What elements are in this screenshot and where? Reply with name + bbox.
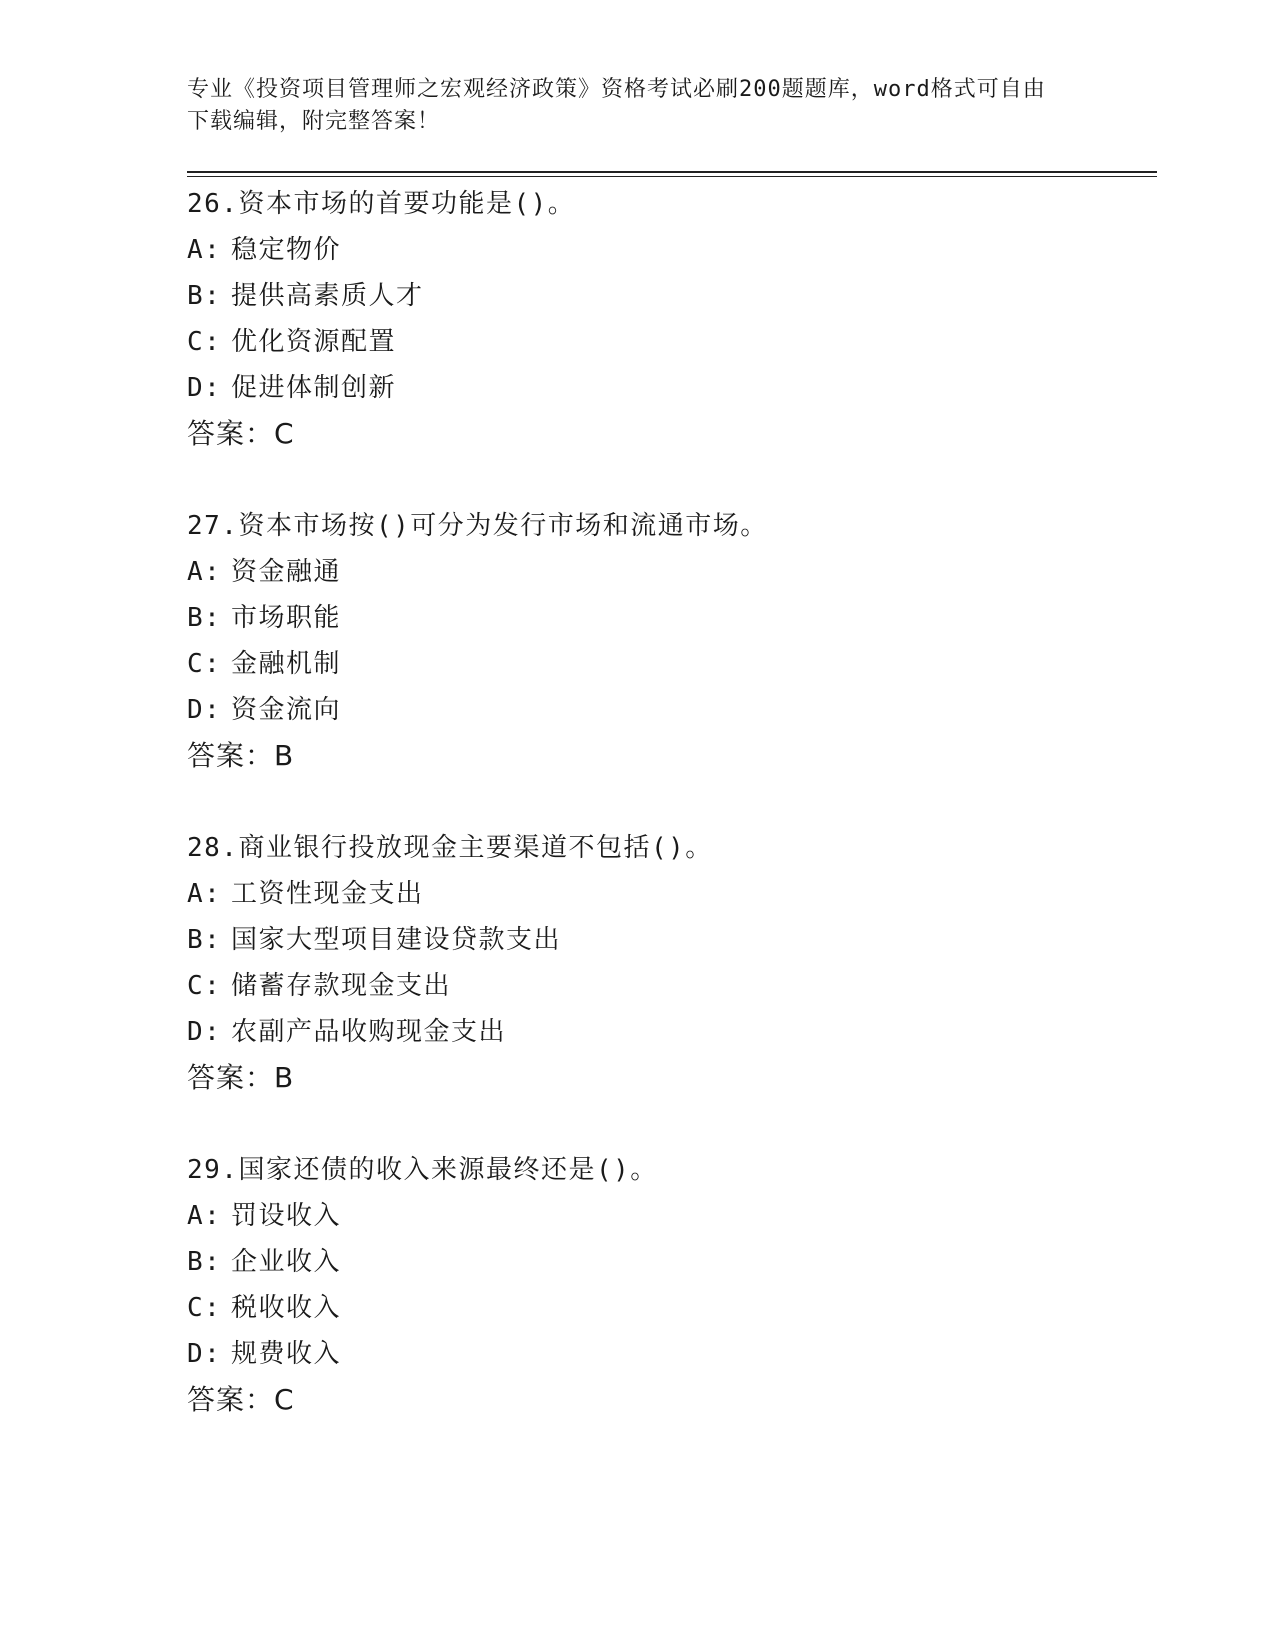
option-key: C: <box>187 649 222 679</box>
answer-line: 答案：C <box>187 417 295 450</box>
option-d <box>187 1331 1157 1377</box>
option-c <box>187 963 1157 1009</box>
header-divider <box>187 171 1157 177</box>
option-text: 稳定物价 <box>231 235 342 265</box>
answer-line: 答案：B <box>187 739 295 772</box>
option-key: D: <box>187 1339 222 1369</box>
option-key: A: <box>187 557 222 587</box>
option-text: 资金融通 <box>231 557 342 587</box>
question-title: 27.资本市场按()可分为发行市场和流通市场。 <box>187 511 768 541</box>
option-key: B: <box>187 1247 222 1277</box>
option-text: 税收收入 <box>231 1293 342 1323</box>
option-b <box>187 273 1157 319</box>
option-key: C: <box>187 327 222 357</box>
option-b <box>187 917 1157 963</box>
option-text: 规费收入 <box>231 1339 342 1369</box>
option-text: 企业收入 <box>231 1247 342 1277</box>
option-text: 促进体制创新 <box>231 373 397 403</box>
option-d <box>187 365 1157 411</box>
answer-line: 答案：B <box>187 1061 295 1094</box>
question-title: 28.商业银行投放现金主要渠道不包括()。 <box>187 833 713 863</box>
option-a <box>187 871 1157 917</box>
option-d <box>187 687 1157 733</box>
option-b <box>187 1239 1157 1285</box>
option-text: 优化资源配置 <box>231 327 397 357</box>
question-title: 29.国家还债的收入来源最终还是()。 <box>187 1155 658 1185</box>
document-page <box>187 74 1157 1469</box>
option-key: A: <box>187 879 222 909</box>
option-text: 国家大型项目建设贷款支出 <box>231 925 562 955</box>
option-key: D: <box>187 373 222 403</box>
option-key: C: <box>187 971 222 1001</box>
option-d <box>187 1009 1157 1055</box>
option-text: 农副产品收购现金支出 <box>231 1017 507 1047</box>
option-c <box>187 319 1157 365</box>
option-b <box>187 595 1157 641</box>
question-item <box>187 825 1157 1101</box>
option-key: B: <box>187 925 222 955</box>
option-text: 资金流向 <box>231 695 342 725</box>
question-item <box>187 181 1157 457</box>
option-key: D: <box>187 695 222 725</box>
option-text: 提供高素质人才 <box>231 281 424 311</box>
option-c <box>187 641 1157 687</box>
option-c <box>187 1285 1157 1331</box>
option-key: A: <box>187 1201 222 1231</box>
option-key: D: <box>187 1017 222 1047</box>
option-text: 罚设收入 <box>231 1201 342 1231</box>
option-text: 储蓄存款现金支出 <box>231 971 452 1001</box>
option-a <box>187 549 1157 595</box>
document-intro: 专业《投资项目管理师之宏观经济政策》资格考试必刷200题题库，word格式可自由下载编辑，附完整答案！ <box>187 77 1046 134</box>
question-item <box>187 503 1157 779</box>
option-key: B: <box>187 603 222 633</box>
option-a <box>187 227 1157 273</box>
question-list <box>187 181 1157 1423</box>
question-title: 26.资本市场的首要功能是()。 <box>187 189 576 219</box>
option-a <box>187 1193 1157 1239</box>
answer-line: 答案：C <box>187 1383 295 1416</box>
option-key: A: <box>187 235 222 265</box>
option-text: 市场职能 <box>231 603 342 633</box>
option-text: 金融机制 <box>231 649 342 679</box>
option-key: C: <box>187 1293 222 1323</box>
option-text: 工资性现金支出 <box>231 879 424 909</box>
question-item <box>187 1147 1157 1423</box>
option-key: B: <box>187 281 222 311</box>
